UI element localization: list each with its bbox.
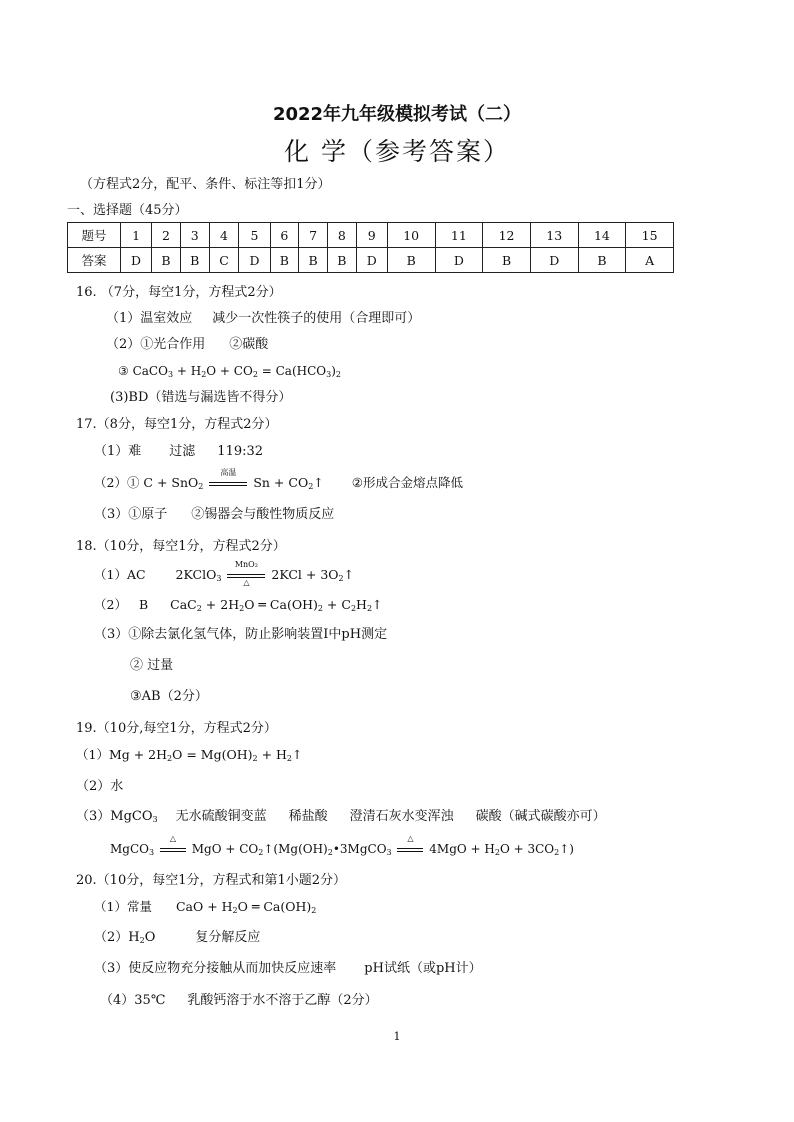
question-number-cell: 14 <box>578 223 626 248</box>
q16-line1 <box>106 310 420 328</box>
q17-answer-1c: 119:32 <box>217 444 264 459</box>
eq-part: ↑(Mg(OH) <box>263 842 328 856</box>
question-number-cell: 13 <box>530 223 578 248</box>
eq-part: （1）Mg + 2H <box>76 747 168 762</box>
reaction-condition <box>158 833 188 859</box>
answer-cell: D <box>356 248 387 273</box>
eq-part: 4MgO + H <box>429 842 495 856</box>
eq-part: + H <box>173 364 202 378</box>
question-number-cell: 15 <box>626 223 674 248</box>
eq-part: 2KCl + 3O <box>271 567 339 582</box>
question-number-cell: 9 <box>356 223 387 248</box>
exam-title: 2022年九年级模拟考试（二） <box>272 104 522 125</box>
q16-line2 <box>106 336 268 354</box>
q18-line1 <box>94 559 355 587</box>
equals-bars <box>397 848 423 852</box>
subscript: 2 <box>366 604 373 613</box>
eq-part: + C <box>322 597 351 612</box>
subscript: 3 <box>216 574 222 583</box>
answer-cell: B <box>578 248 626 273</box>
row-label-number: 题号 <box>68 223 121 248</box>
question-number-cell: 12 <box>483 223 531 248</box>
eq-part: MgCO <box>110 842 149 856</box>
eq-part: ↑) <box>559 842 574 856</box>
answer-cell: B <box>299 248 328 273</box>
answer-cell: B <box>327 248 356 273</box>
answer-cell: A <box>626 248 674 273</box>
subscript: 2 <box>252 370 258 379</box>
q20-answer-2c: 复分解反应 <box>195 930 261 945</box>
reaction-condition <box>207 467 249 493</box>
question-number-cell: 1 <box>121 223 152 248</box>
q20-answer-4a: （4）35℃ <box>100 993 166 1008</box>
eq-part: （2）H <box>94 930 140 945</box>
q19-answer-3b: 无水硫酸铜变蓝 <box>175 809 267 824</box>
row-label-answer: 答案 <box>68 248 121 273</box>
eq-part: O ═ Ca(OH) <box>244 597 318 612</box>
subscript: 2 <box>258 848 264 857</box>
q16-answer-1a: （1）温室效应 <box>106 311 193 326</box>
answer-cell: C <box>209 248 239 273</box>
q20-answer-3a: （3）使反应物充分接触从而加快反应速率 <box>94 961 337 976</box>
eq-part: O = Mg(OH) <box>172 747 253 762</box>
q17-answer-2b: ②形成合金熔点降低 <box>351 475 463 490</box>
eq-part: （2）① C + SnO <box>94 475 199 490</box>
gas-arrow-icon: ↑ <box>313 475 324 490</box>
subscript: 2 <box>338 574 344 583</box>
q17-line2 <box>94 467 463 493</box>
eq-part: O + 3CO <box>499 842 555 856</box>
subscript: 2 <box>350 604 357 613</box>
q20-line1 <box>94 898 316 916</box>
q20-answer-1a: （1）常量 <box>94 899 152 914</box>
heat-icon: △ <box>169 833 176 843</box>
subscript: 2 <box>494 848 500 857</box>
reaction-condition <box>395 833 425 859</box>
question-number-cell: 4 <box>209 223 239 248</box>
eq-part: ) <box>331 364 336 378</box>
eq-part: O ═ Ca(OH) <box>237 899 312 914</box>
answer-cell: B <box>152 248 181 273</box>
question-number-cell: 7 <box>299 223 328 248</box>
eq-part: = Ca(HCO <box>257 364 327 378</box>
q19-line2: （2）水 <box>76 779 124 794</box>
q19-line3 <box>76 808 606 826</box>
question-number-cell: 8 <box>327 223 356 248</box>
q17-line3 <box>94 506 334 524</box>
subscript: 3 <box>326 370 332 379</box>
answer-cell: D <box>239 248 270 273</box>
subscript: 2 <box>554 848 560 857</box>
q17-answer-3b: ②锡器会与酸性物质反应 <box>191 507 335 522</box>
q18-answer-1a: （1）AC <box>94 567 146 582</box>
eq-part: 2KClO <box>175 567 217 582</box>
answer-cell: B <box>387 248 435 273</box>
q16-answer-1b: 减少一次性筷子的使用（合理即可） <box>212 311 421 326</box>
equals-bars <box>160 848 186 852</box>
answer-cell: B <box>270 248 299 273</box>
subscript: 2 <box>232 906 238 915</box>
table-row-answers <box>68 248 674 273</box>
eq-part: O + CO <box>206 364 253 378</box>
subscript: 2 <box>252 754 258 763</box>
q17-line1 <box>94 443 263 461</box>
eq-part: H <box>356 597 367 612</box>
subscript: 3 <box>386 848 392 857</box>
answer-cell: D <box>435 248 483 273</box>
q17-answer-1b: 过滤 <box>169 444 196 459</box>
subscript: 2 <box>327 848 333 857</box>
q16-line4: (3)BD（错选与漏选皆不得分） <box>110 390 292 405</box>
subscript: 3 <box>167 370 174 379</box>
eq-part: MgO + CO <box>191 842 259 856</box>
question-number-cell: 11 <box>435 223 483 248</box>
q16-header: 16. （7分，每空1分，方程式2分） <box>76 285 282 300</box>
q16-equation <box>118 362 341 380</box>
subscript: 2 <box>311 906 317 915</box>
eq-part: ③ CaCO <box>118 364 168 378</box>
answer-cell: B <box>180 248 209 273</box>
q19-answer-3d: 澄清石灰水变浑浊 <box>349 809 454 824</box>
scoring-note: （方程式2分，配平、条件、标注等扣1分） <box>80 177 331 192</box>
q18-line2 <box>94 596 383 614</box>
subscript: 2 <box>286 754 293 763</box>
q20-answer-4b: 乳酸钙溶于水不溶于乙醇（2分） <box>187 993 378 1008</box>
subscript: 2 <box>139 936 145 945</box>
q20-line4 <box>100 992 378 1010</box>
eq-part: + H <box>257 747 287 762</box>
q19-line4 <box>110 833 574 859</box>
eq-part: CaO + H <box>175 899 233 914</box>
q20-header: 20.（10分，每空1分，方程式和第1小题2分） <box>76 873 347 888</box>
heat-icon: △ <box>407 833 414 843</box>
reaction-condition <box>225 559 267 587</box>
heat-icon: △ <box>243 577 250 587</box>
subscript: 2 <box>239 604 245 613</box>
page-number: 1 <box>393 1030 401 1043</box>
q18-line4: ② 过量 <box>130 658 174 673</box>
question-number-cell: 5 <box>239 223 270 248</box>
q17-answer-3a: （3）①原子 <box>94 507 168 522</box>
q17-header: 17.（8分，每空1分，方程式2分） <box>76 417 278 432</box>
subscript: 2 <box>167 754 173 763</box>
q20-line3 <box>94 960 482 978</box>
subscript: 2 <box>308 482 314 491</box>
q19-answer-3e: 碳酸（碱式碳酸亦可） <box>475 809 606 824</box>
gas-arrow-icon: ↑ <box>372 597 383 612</box>
eq-part: Sn + CO <box>253 475 309 490</box>
q18-line3: （3）①除去氯化氢气体，防止影响装置Ⅰ中pH测定 <box>94 627 388 642</box>
gas-arrow-icon: ↑ <box>343 567 355 582</box>
subscript: 3 <box>152 815 158 824</box>
answer-cell: B <box>483 248 531 273</box>
subscript: 2 <box>335 370 341 379</box>
q18-label-2: （2） <box>94 597 127 612</box>
question-number-cell: 3 <box>180 223 209 248</box>
condition-label: MnO₂ <box>234 559 258 569</box>
eq-part: + 2H <box>201 597 240 612</box>
subscript: 2 <box>198 482 204 491</box>
eq-part: O <box>144 930 156 945</box>
subscript: 3 <box>149 848 155 857</box>
q18-header: 18.（10分，每空1分，方程式2分） <box>76 539 286 554</box>
subscript: 2 <box>317 604 323 613</box>
q20-answer-3b: pH试纸（或pH计） <box>364 961 482 976</box>
table-row-numbers <box>68 223 674 248</box>
eq-part: CaC <box>170 597 197 612</box>
subscript: 2 <box>196 604 202 613</box>
condition-label: 高温 <box>220 467 237 477</box>
answer-cell: D <box>121 248 152 273</box>
q18-answer-2b: B <box>138 597 149 612</box>
question-number-cell: 2 <box>152 223 181 248</box>
q18-line5: ③AB（2分） <box>130 689 208 704</box>
gas-arrow-icon: ↑ <box>292 747 303 762</box>
exam-subtitle: 化 学（参考答案） <box>284 137 510 166</box>
choice-answer-table <box>67 222 674 273</box>
q19-header: 19.（10分,每空1分，方程式2分） <box>76 721 277 736</box>
q19-answer-3a: （3）MgCO <box>76 809 153 824</box>
q16-answer-2b: ②碳酸 <box>229 337 269 352</box>
section-title-choice: 一、选择题（45分） <box>67 203 188 218</box>
q19-answer-3c: 稀盐酸 <box>288 809 328 824</box>
q17-answer-1a: （1）难 <box>94 444 142 459</box>
question-number-cell: 6 <box>270 223 299 248</box>
question-number-cell: 10 <box>387 223 435 248</box>
subscript: 2 <box>201 370 207 379</box>
q19-line1 <box>76 746 303 764</box>
answer-cell: D <box>530 248 578 273</box>
q20-line2 <box>94 929 260 947</box>
q16-answer-2a: （2）①光合作用 <box>106 337 206 352</box>
eq-part: •3MgCO <box>332 842 387 856</box>
equals-bars <box>209 482 247 486</box>
